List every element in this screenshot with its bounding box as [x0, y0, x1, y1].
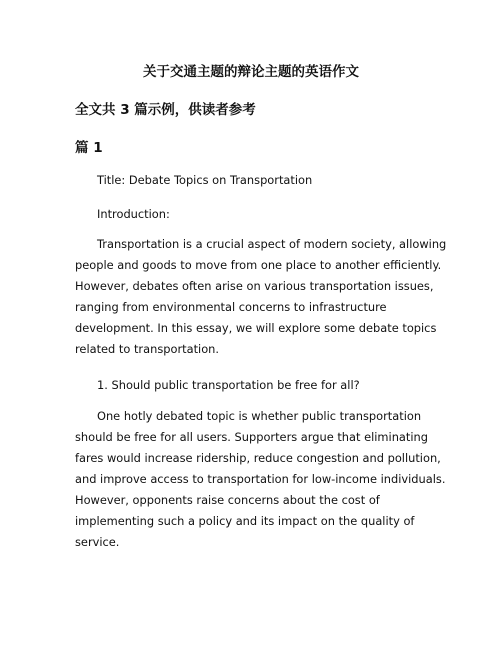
- question-paragraph: One hotly debated topic is whether public transportation should be free for all users. Supporters argue that eliminating fares would increase ridership, reduce congestion and pollution, and improve access to transportation for low-income individuals. However, opponents raise concerns about the cost of implementing such a policy and its impact on the quality of service.: [75, 409, 446, 549]
- introduction-label: Introduction:: [97, 207, 170, 221]
- section-heading: 篇 1: [75, 140, 103, 156]
- essay-title-paragraph: Title: Debate Topics on Transportation: [97, 173, 313, 187]
- introduction-paragraph: Transportation is a crucial aspect of modern society, allowing people and goods to move from one place to another efficiently. However, debates often arise on various transportation issues, ranging from environmental concerns to infrastructure development. In this essay, we will explore some debate topics related to transportation.: [75, 237, 447, 356]
- document-title: 关于交通主题的辩论主题的英语作文: [143, 64, 359, 80]
- document-subtitle: 全文共 3 篇示例，供读者参考: [75, 102, 256, 118]
- question-heading: 1. Should public transportation be free for all?: [97, 378, 360, 392]
